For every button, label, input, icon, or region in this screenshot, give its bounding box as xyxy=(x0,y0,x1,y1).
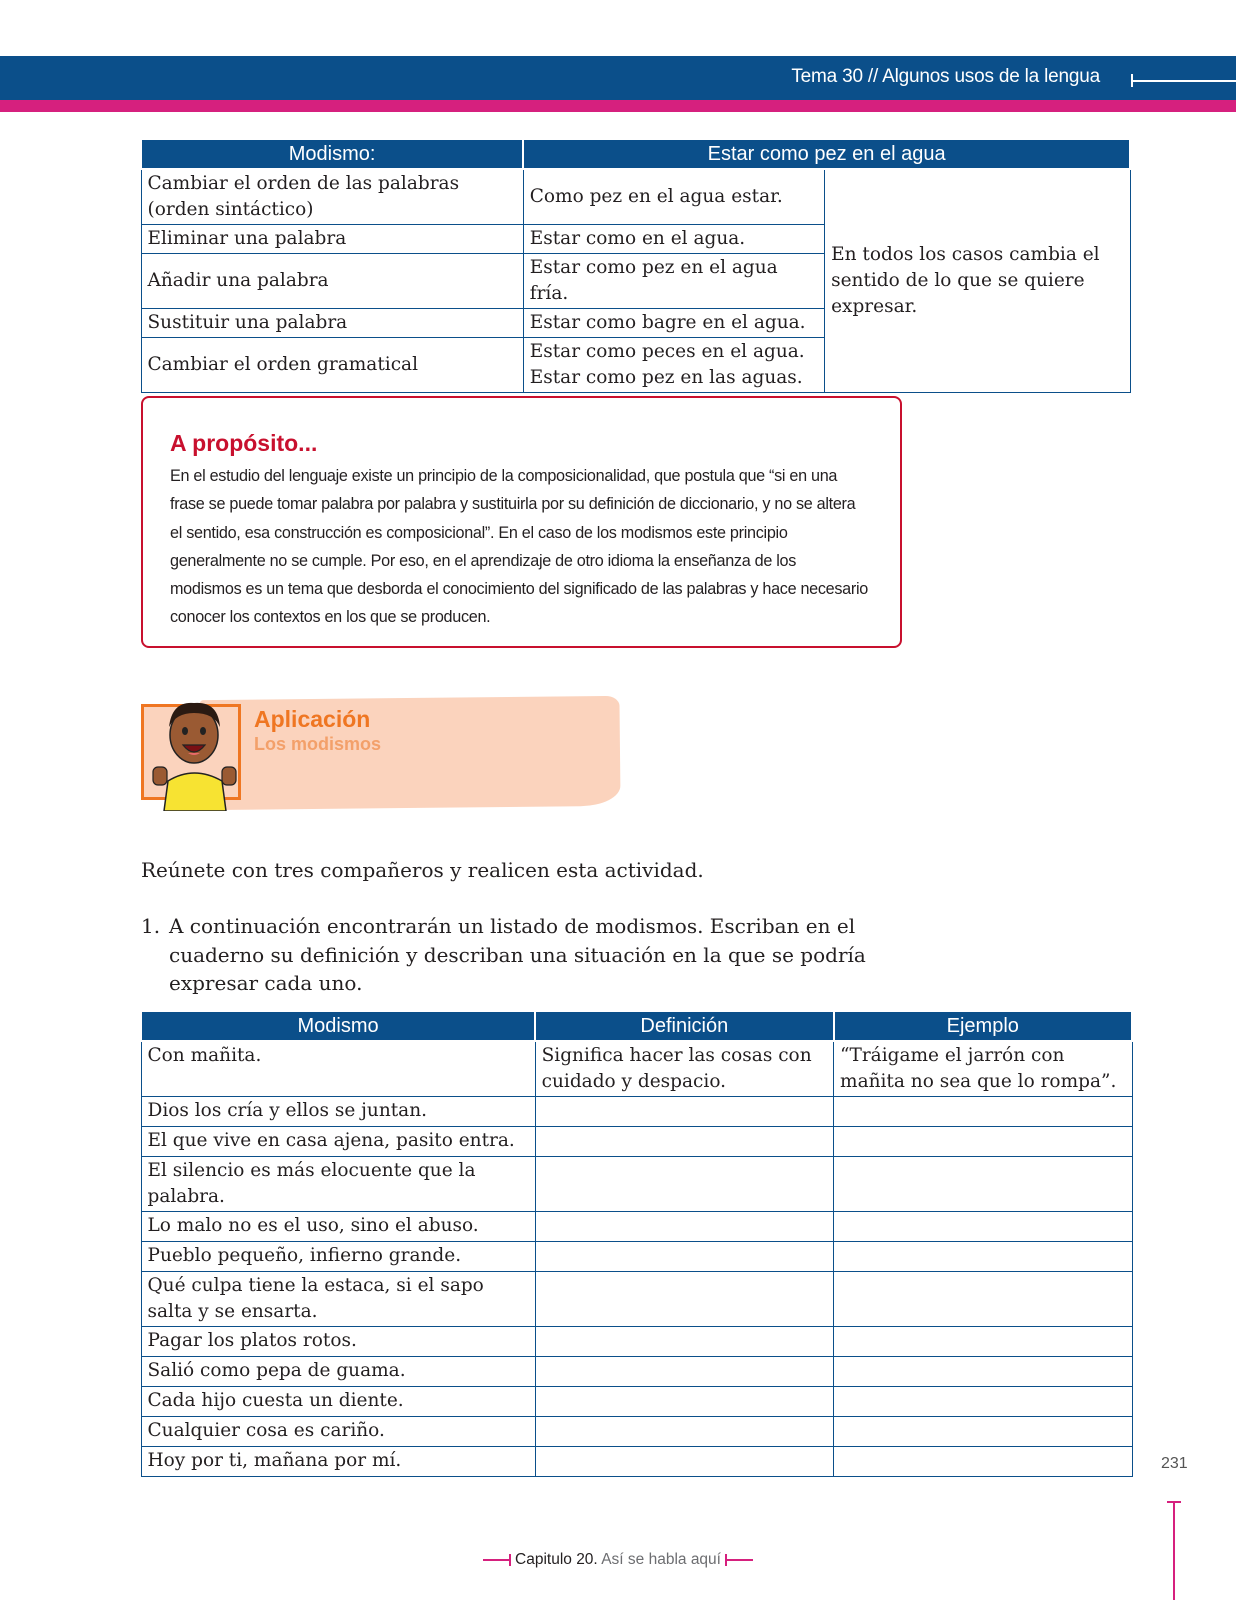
activity-number: 1. xyxy=(141,914,161,938)
table-cell xyxy=(535,1127,833,1157)
table-cell xyxy=(834,1127,1132,1157)
table-cell: Salió como pepa de guama. xyxy=(141,1357,535,1387)
table-header-cell: Modismo: xyxy=(141,141,523,170)
table-row xyxy=(141,1097,1132,1127)
table-cell xyxy=(535,1357,833,1387)
table-cell xyxy=(834,1357,1132,1387)
table-cell xyxy=(535,1212,833,1242)
modismos-activity-table xyxy=(140,1012,1133,1477)
table-cell xyxy=(834,1327,1132,1357)
table-row xyxy=(141,1212,1132,1242)
table-header-cell: Definición xyxy=(535,1013,833,1042)
modismo-variations-table xyxy=(140,140,1131,393)
table-cell: Lo malo no es el uso, sino el abuso. xyxy=(141,1212,535,1242)
aplicacion-title: Aplicación xyxy=(254,706,371,732)
table-row xyxy=(141,169,1130,225)
table-cell: Eliminar una palabra xyxy=(141,225,523,254)
table-cell xyxy=(834,1097,1132,1127)
table-row xyxy=(141,1447,1132,1477)
table-header-cell: Ejemplo xyxy=(834,1013,1132,1042)
table-header-cell: Estar como pez en el agua xyxy=(523,141,1130,170)
table-cell: Estar como pez en el agua fría. xyxy=(523,254,824,309)
table-row xyxy=(141,1157,1132,1212)
table-cell xyxy=(834,1272,1132,1327)
table-cell: Significa hacer las cosas con cuidado y despacio. xyxy=(535,1041,833,1097)
footer-title: Así se habla aquí xyxy=(601,1551,721,1568)
table-header-row xyxy=(141,1013,1132,1042)
table-cell xyxy=(834,1157,1132,1212)
table-header-cell: Modismo xyxy=(141,1013,535,1042)
table-row xyxy=(141,1357,1132,1387)
table-cell xyxy=(535,1387,833,1417)
table-note-cell: En todos los casos cambia el sentido de lo que se quiere expresar. xyxy=(825,169,1130,393)
table-cell xyxy=(834,1242,1132,1272)
table-cell xyxy=(535,1417,833,1447)
footer-right-line xyxy=(725,1559,753,1561)
header-line xyxy=(1132,80,1236,82)
table-cell xyxy=(834,1447,1132,1477)
table-cell: Pagar los platos rotos. xyxy=(141,1327,535,1357)
table-cell xyxy=(535,1327,833,1357)
table-cell xyxy=(834,1417,1132,1447)
footer-left-line xyxy=(483,1559,511,1561)
table-cell xyxy=(834,1387,1132,1417)
page-number: 231 xyxy=(1161,1455,1188,1472)
table-cell: Hoy por ti, mañana por mí. xyxy=(141,1447,535,1477)
header-accent-band xyxy=(0,100,1236,112)
table-cell: Cada hijo cuesta un diente. xyxy=(141,1387,535,1417)
table-cell: Cambiar el orden de las palabras (orden sintáctico) xyxy=(141,169,523,225)
table-cell xyxy=(535,1447,833,1477)
table-row xyxy=(141,1242,1132,1272)
table-cell: Con mañita. xyxy=(141,1041,535,1097)
instruction-text: Reúnete con tres compañeros y realicen esta actividad. xyxy=(141,858,704,882)
table-cell: “Tráigame el jarrón con mañita no sea que lo rompa”. xyxy=(834,1041,1132,1097)
table-cell: Añadir una palabra xyxy=(141,254,523,309)
table-cell xyxy=(535,1242,833,1272)
table-row xyxy=(141,1327,1132,1357)
aplicacion-subtitle: Los modismos xyxy=(254,734,382,754)
table-header-row xyxy=(141,141,1130,170)
footer-chapter: Capitulo 20. xyxy=(515,1551,598,1568)
table-cell xyxy=(834,1212,1132,1242)
table-cell: Cambiar el orden gramatical xyxy=(141,338,523,393)
header-title: Tema 30 // Algunos usos de la lengua xyxy=(791,66,1100,87)
table-cell: Estar como peces en el agua. Estar como pez en las aguas. xyxy=(523,338,824,393)
activity-text: A continuación encontrarán un listado de modismos. Escriban en el cuaderno su definición y describan una situación en la que se podría expresar cada uno. xyxy=(169,914,866,995)
table-cell xyxy=(535,1097,833,1127)
table-row xyxy=(141,1127,1132,1157)
a-proposito-box xyxy=(141,396,902,648)
table-cell: Pueblo pequeño, infierno grande. xyxy=(141,1242,535,1272)
table-cell: Sustituir una palabra xyxy=(141,309,523,338)
table-row xyxy=(141,1387,1132,1417)
table-row xyxy=(141,1417,1132,1447)
table-cell xyxy=(535,1157,833,1212)
a-proposito-title: A propósito... xyxy=(170,430,318,456)
table-cell: Como pez en el agua estar. xyxy=(523,169,824,225)
table-cell: Qué culpa tiene la estaca, si el sapo salta y se ensarta. xyxy=(141,1272,535,1327)
a-proposito-text: En el estudio del lenguaje existe un principio de la composicionalidad, que postula que “si en una frase se puede tomar palabra por palabra y sustituirla por su definición de diccionario, y no se altera el sentido, esa construcción es composicional”. En el caso de los modismos este principio generalmente no se cumple. Por eso, en el aprendizaje de otro idioma la enseñanza de los modismos es un tema que desborda el conocimiento del significado de las palabras y hace necesario conocer los contextos en los que se producen. xyxy=(170,467,868,627)
table-cell xyxy=(535,1272,833,1327)
table-row xyxy=(141,1041,1132,1097)
table-row xyxy=(141,1272,1132,1327)
table-cell: Dios los cría y ellos se juntan. xyxy=(141,1097,535,1127)
table-cell: El que vive en casa ajena, pasito entra. xyxy=(141,1127,535,1157)
table-cell: Cualquier cosa es cariño. xyxy=(141,1417,535,1447)
table-cell: El silencio es más elocuente que la palabra. xyxy=(141,1157,535,1212)
table-cell: Estar como bagre en el agua. xyxy=(523,309,824,338)
student-thumbs-up-icon xyxy=(150,693,240,811)
table-cell: Estar como en el agua. xyxy=(523,225,824,254)
footer xyxy=(0,1551,1236,1569)
